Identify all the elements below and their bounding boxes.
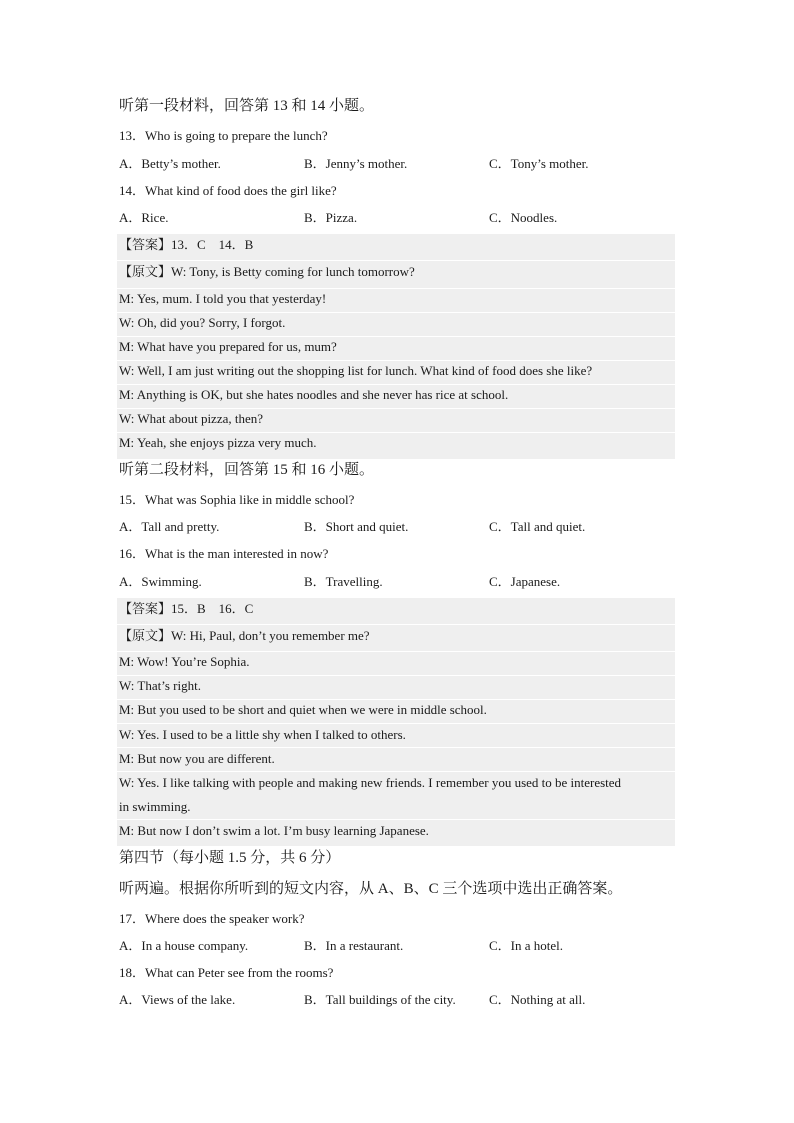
q17-option-a: A．In a house company. <box>119 938 249 953</box>
transcript-line: M: What have you prepared for us, mum? <box>119 339 337 354</box>
q15-option-c: C．Tall and quiet. <box>489 519 586 534</box>
q17-option-b: B．In a restaurant. <box>304 938 404 953</box>
transcript-line: W: Yes. I used to be a little shy when I talked to others. <box>119 727 406 742</box>
transcript-line: M: Anything is OK, but she hates noodles and she never has rice at school. <box>119 387 509 402</box>
q15-option-a: A．Tall and pretty. <box>119 519 220 534</box>
q14-option-c: C．Noodles. <box>489 210 558 225</box>
q14-option-b: B．Pizza. <box>304 210 358 225</box>
transcript-line: W: That’s right. <box>119 678 201 693</box>
answer-key: 【答案】15．B 16．C <box>119 601 254 616</box>
q18-stem: 18．What can Peter see from the rooms? <box>119 965 334 980</box>
section4-instruction: 听两遍。根据你所听到的短文内容，从 A、B、C 三个选项中选出正确答案。 <box>119 881 623 897</box>
section2-heading: 听第二段材料，回答第 15 和 16 小题。 <box>119 462 375 478</box>
q16-option-a: A．Swimming. <box>119 574 202 589</box>
q17-stem: 17．Where does the speaker work? <box>119 911 305 926</box>
q13-option-a: A．Betty’s mother. <box>119 156 221 171</box>
transcript-line: M: Yes, mum. I told you that yesterday! <box>119 291 327 306</box>
q13-option-c: C．Tony’s mother. <box>489 156 589 171</box>
transcript-line: W: Oh, did you? Sorry, I forgot. <box>119 315 286 330</box>
q13-stem: 13．Who is going to prepare the lunch? <box>119 128 328 143</box>
q15-option-b: B．Short and quiet. <box>304 519 409 534</box>
section1-heading: 听第一段材料，回答第 13 和 14 小题。 <box>119 98 375 114</box>
transcript-line: W: Well, I am just writing out the shopping list for lunch. What kind of food does she like? <box>119 363 593 378</box>
q16-option-c: C．Japanese. <box>489 574 561 589</box>
transcript-line: M: Wow! You’re Sophia. <box>119 654 250 669</box>
transcript-line: M: But you used to be short and quiet when we were in middle school. <box>119 702 487 717</box>
answer-key: 【答案】13．C 14．B <box>119 237 254 252</box>
q13-option-b: B．Jenny’s mother. <box>304 156 408 171</box>
transcript-line: M: But now you are different. <box>119 751 275 766</box>
transcript-line: in swimming. <box>119 799 191 814</box>
q18-option-a: A．Views of the lake. <box>119 992 236 1007</box>
q14-stem: 14．What kind of food does the girl like? <box>119 183 337 198</box>
q18-option-b: B．Tall buildings of the city. <box>304 992 456 1007</box>
q15-stem: 15．What was Sophia like in middle school? <box>119 492 355 507</box>
transcript-line: 【原文】W: Tony, is Betty coming for lunch tomorrow? <box>119 264 415 279</box>
transcript-line: M: But now I don’t swim a lot. I’m busy learning Japanese. <box>119 823 429 838</box>
q14-option-a: A．Rice. <box>119 210 169 225</box>
q16-option-b: B．Travelling. <box>304 574 383 589</box>
answer-block-2 <box>117 598 675 846</box>
transcript-line: 【原文】W: Hi, Paul, don’t you remember me? <box>119 628 370 643</box>
answer-block-1 <box>117 234 675 459</box>
transcript-line: W: Yes. I like talking with people and making new friends. I remember you used to be interested <box>119 775 622 790</box>
q18-option-c: C．Nothing at all. <box>489 992 586 1007</box>
q16-stem: 16．What is the man interested in now? <box>119 546 329 561</box>
q17-option-c: C．In a hotel. <box>489 938 564 953</box>
section4-title: 第四节（每小题 1.5 分，共 6 分） <box>119 850 341 866</box>
transcript-line: W: What about pizza, then? <box>119 411 264 426</box>
transcript-line: M: Yeah, she enjoys pizza very much. <box>119 435 317 450</box>
